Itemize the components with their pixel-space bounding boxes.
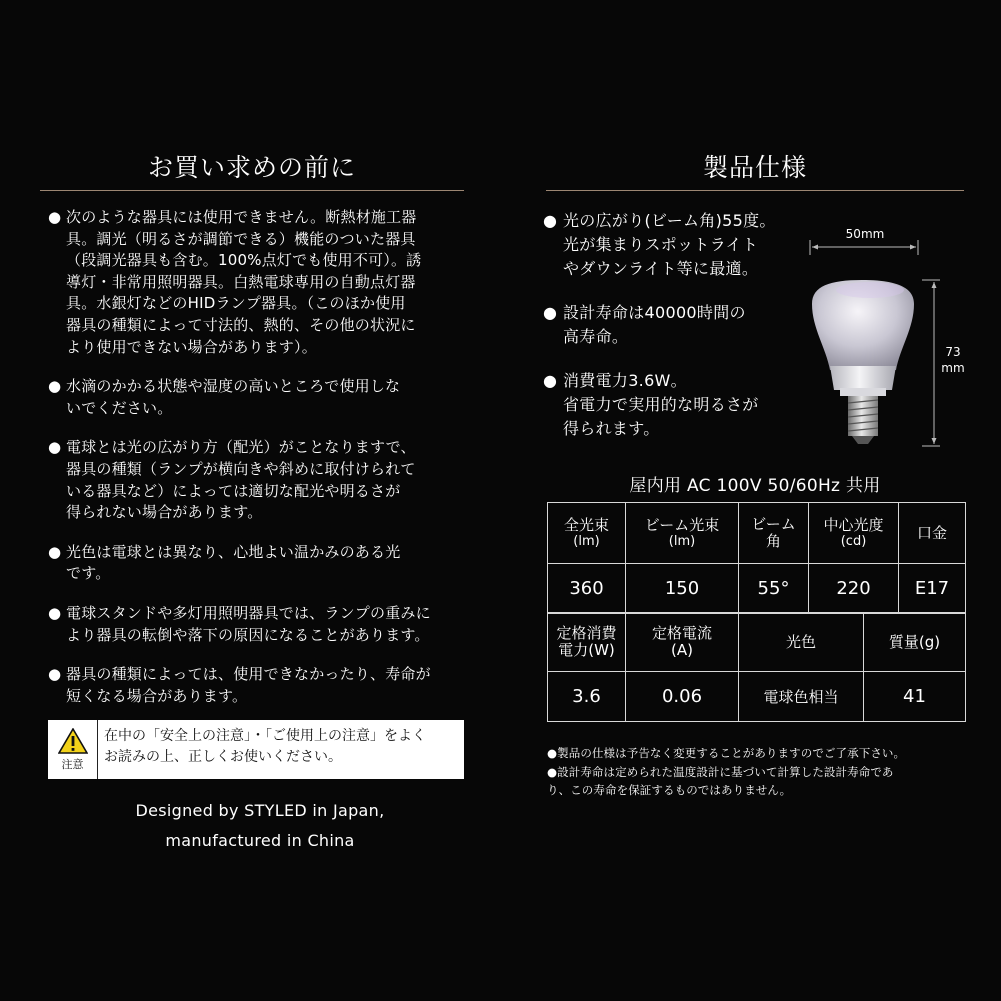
caution-text <box>98 720 426 779</box>
warning-triangle-icon <box>58 728 88 754</box>
bullet-icon: ● <box>543 303 558 322</box>
spec-line: 消費電力3.6W。 <box>563 371 687 390</box>
notice-text <box>48 603 478 646</box>
value-luminous-flux: 360 <box>548 564 626 614</box>
bullet-icon: ● <box>48 208 62 226</box>
notice-line: 得られない場合があります。 <box>66 503 263 522</box>
header-beam-angle: ビーム 角 <box>739 503 809 564</box>
notice-item <box>48 542 478 585</box>
notice-line: より使用できない場合があります）。 <box>66 337 317 356</box>
notice-item <box>48 437 478 523</box>
value-beam-flux: 150 <box>626 564 739 614</box>
header-base: 口金 <box>899 503 966 564</box>
spec-feature <box>543 301 813 349</box>
notice-item <box>48 664 478 707</box>
spec-feature <box>543 369 813 441</box>
left-heading: お買い求めの前に <box>147 153 356 182</box>
header-beam-flux: ビーム光束 (lm) <box>626 503 739 564</box>
notice-item <box>48 207 478 358</box>
notice-line: です。 <box>66 564 111 583</box>
caution-line: お読みの上、正しくお使いください。 <box>104 749 342 765</box>
left-heading-rule <box>40 190 464 191</box>
value-center-intensity: 220 <box>809 564 899 614</box>
bulb-dimension-diagram <box>800 220 970 450</box>
notice-line: 電球とは光の広がり方（配光）がことなりますで、 <box>66 438 416 457</box>
power-line: 屋内用 AC 100V 50/60Hz 共用 <box>629 476 881 496</box>
value-beam-angle: 55° <box>739 564 809 614</box>
caution-line: 在中の「安全上の注意」・「ご使用上の注意」をよく <box>104 728 426 744</box>
left-notice-list <box>48 207 478 707</box>
bullet-icon: ● <box>48 665 62 684</box>
notice-line: 具。水銀灯などのHIDランプ器具。（このほか使用 <box>66 294 406 313</box>
notice-item <box>48 376 478 419</box>
notice-line: いでください。 <box>66 398 173 417</box>
bullet-icon: ● <box>48 438 62 457</box>
notice-line: 具。調光（明るさが調節できる）機能のついた器具 <box>66 229 416 248</box>
notice-line: 器具の種類（ランプが横向きや斜めに取付けられて <box>66 459 416 478</box>
notice-line: 器具の種類によって寸法的、熱的、その他の状況に <box>66 315 416 334</box>
spec-table-2 <box>547 612 966 722</box>
header-mass: 質量(g) <box>864 613 966 672</box>
value-base: E17 <box>899 564 966 614</box>
bullet-icon: ● <box>48 377 62 396</box>
notice-line: （段調光器具も含む。100%点灯でも使用不可）。誘 <box>66 251 422 270</box>
bullet-icon: ● <box>48 603 62 622</box>
bullet-icon: ● <box>48 542 62 561</box>
notice-line: いる器具など）によっては適切な配光や明るさが <box>66 481 401 500</box>
spec-feature-text <box>543 209 813 281</box>
spec-table-1 <box>547 502 966 614</box>
manufacturing-credit <box>48 796 472 856</box>
right-heading-rule <box>546 190 964 191</box>
notice-line: 水滴のかかる状態や湿度の高いところで使用しな <box>66 377 401 396</box>
spec-line: 得られます。 <box>563 419 660 438</box>
note-line: ●設計寿命は定められた温度設計に基づいて計算した設計寿命であ <box>547 764 894 779</box>
bulb-height-label <box>936 344 970 376</box>
spec-line: 設計寿命は40000時間の <box>563 303 746 322</box>
notice-line: 短くなる場合があります。 <box>66 686 248 705</box>
notice-line: 次のような器具には使用できません。断熱材施工器 <box>66 208 417 226</box>
notice-text <box>48 542 478 585</box>
notice-text <box>48 376 478 419</box>
credit-line-1: Designed by STYLED in Japan, <box>135 801 385 820</box>
value-rated-power: 3.6 <box>548 672 626 722</box>
header-luminous-flux: 全光束 (lm) <box>548 503 626 564</box>
spec-feature-text <box>543 301 813 349</box>
spec-line: 省電力で実用的な明るさが <box>563 395 759 414</box>
notice-line: 器具の種類によっては、使用できなかったり、寿命が <box>66 665 431 684</box>
spec-line: やダウンライト等に最適。 <box>563 259 759 278</box>
notice-text <box>48 664 478 707</box>
spec-feature-text <box>543 369 813 441</box>
credit-line-2: manufactured in China <box>165 831 355 850</box>
spec-line: 高寿命。 <box>563 327 629 346</box>
notice-item <box>48 603 478 646</box>
spec-feature-list <box>543 209 813 441</box>
value-light-color: 電球色相当 <box>739 672 864 722</box>
right-heading: 製品仕様 <box>702 153 807 182</box>
notice-line: 電球スタンドや多灯用照明器具では、ランプの重みに <box>66 603 431 622</box>
notice-text <box>48 207 478 358</box>
header-rated-current: 定格電流 (A) <box>626 613 739 672</box>
note-line: ●製品の仕様は予告なく変更することがありますのでご了承下さい。 <box>547 746 906 760</box>
caution-icon-cell <box>48 720 98 779</box>
header-rated-power: 定格消費 電力(W) <box>548 613 626 672</box>
note-line: り、この寿命を保証するものではありません。 <box>547 783 792 797</box>
bulb-height-value: 73 <box>945 345 961 359</box>
bulb-height-unit: mm <box>941 361 965 375</box>
header-center-intensity: 中心光度 (cd) <box>809 503 899 564</box>
value-mass: 41 <box>864 672 966 722</box>
value-rated-current: 0.06 <box>626 672 739 722</box>
notice-line: 導灯・非常用照明器具。白熱電球専用の自動点灯器 <box>66 272 416 291</box>
bulb-figure <box>800 220 970 450</box>
header-light-color: 光色 <box>739 613 864 672</box>
spec-notes <box>547 744 967 800</box>
bulb-width-label: 50mm <box>845 227 885 241</box>
notice-line: 光色は電球とは異なり、心地よい温かみのある光 <box>66 542 401 561</box>
spec-feature <box>543 209 813 281</box>
notice-text <box>48 437 478 523</box>
spec-line: 光が集まりスポットライト <box>563 235 759 254</box>
caution-box <box>48 720 464 779</box>
spec-line: 光の広がり(ビーム角)55度。 <box>563 211 776 230</box>
notice-line: より器具の転倒や落下の原因になることがあります。 <box>66 625 430 644</box>
bullet-icon: ● <box>543 371 558 390</box>
caution-label: 注意 <box>61 757 84 771</box>
bullet-icon: ● <box>543 211 558 230</box>
